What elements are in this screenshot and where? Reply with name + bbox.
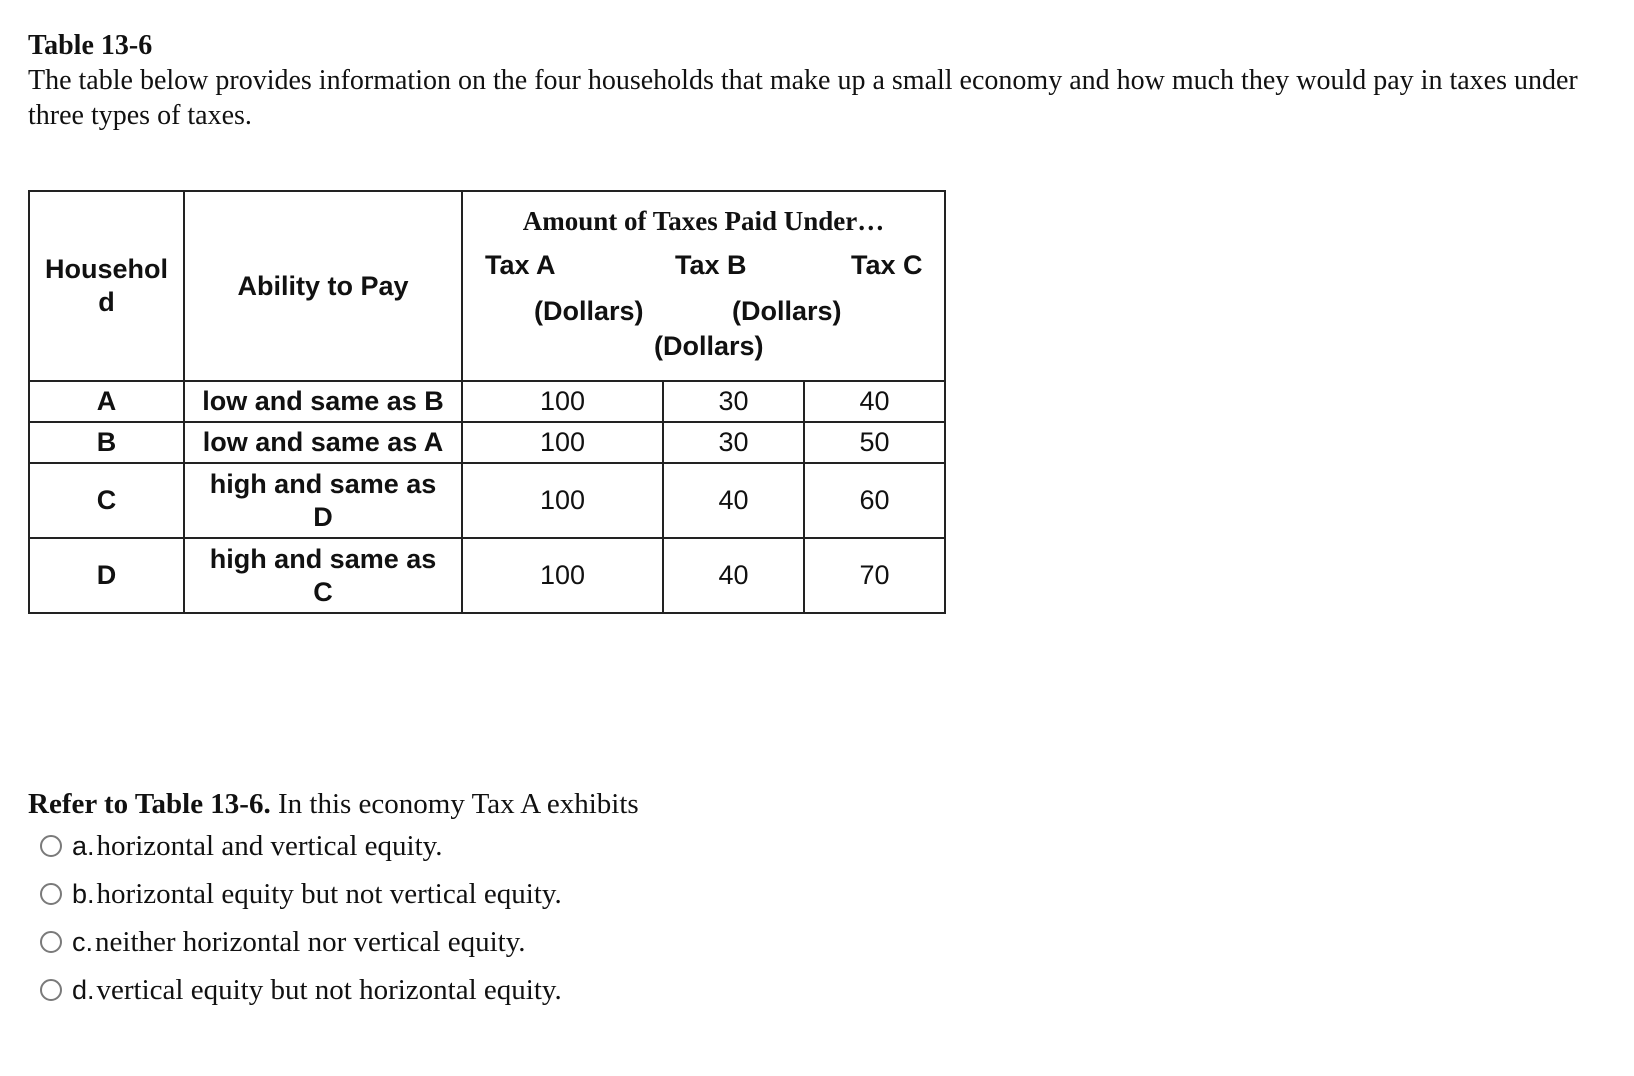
household-cell: C — [29, 463, 184, 538]
household-cell: A — [29, 381, 184, 422]
answer-option-c[interactable] — [40, 922, 562, 970]
option-text: neither horizontal nor vertical equity. — [95, 926, 526, 958]
tax-c-header: Tax C — [851, 250, 923, 280]
option-letter: a. — [72, 831, 95, 861]
option-letter: c. — [72, 927, 94, 957]
answer-options — [40, 826, 562, 1018]
household-header-line2: d — [98, 287, 115, 317]
taxes-group-title: Amount of Taxes Paid Under… — [522, 206, 885, 236]
tax-a-cell: 100 — [462, 463, 663, 538]
answer-option-d[interactable] — [40, 970, 562, 1018]
ability-text-line2: C — [313, 576, 333, 607]
table-description: The table below provides information on the four households that make up a small economy and how much they would pay in taxes under three types of taxes. — [28, 65, 1578, 131]
radio-button[interactable] — [40, 979, 62, 1001]
radio-button[interactable] — [40, 883, 62, 905]
tax-c-cell: 50 — [804, 422, 945, 463]
ability-header: Ability to Pay — [184, 191, 462, 381]
ability-cell — [184, 463, 462, 538]
household-header — [29, 191, 184, 381]
ability-text: low and same as A — [202, 427, 444, 457]
table-header-row — [29, 191, 945, 381]
option-letter: b. — [72, 879, 95, 909]
option-text: vertical equity but not horizontal equity. — [96, 974, 562, 1006]
table-row — [29, 463, 945, 538]
tax-b-cell: 30 — [663, 381, 804, 422]
tax-b-cell: 40 — [663, 463, 804, 538]
question-prompt — [28, 786, 639, 822]
household-cell: B — [29, 422, 184, 463]
table-row — [29, 538, 945, 613]
question-reference: Refer to Table 13-6. — [28, 788, 271, 820]
ability-text-line1: high and same as — [209, 543, 437, 574]
answer-option-a[interactable] — [40, 826, 562, 874]
tax-a-header: Tax A — [485, 250, 556, 280]
tax-a-cell: 100 — [462, 422, 663, 463]
ability-text-line1: high and same as — [209, 468, 437, 499]
taxes-group-header — [462, 191, 945, 381]
question-text: In this economy Tax A exhibits — [270, 788, 639, 820]
option-letter: d. — [72, 975, 95, 1005]
option-text: horizontal and vertical equity. — [96, 830, 443, 862]
tax-a-unit: (Dollars) — [534, 296, 644, 326]
radio-button[interactable] — [40, 931, 62, 953]
answer-option-b[interactable] — [40, 874, 562, 922]
option-text: horizontal equity but not vertical equity. — [96, 878, 562, 910]
tax-a-cell: 100 — [462, 538, 663, 613]
ability-cell — [184, 422, 462, 463]
ability-text: low and same as B — [202, 386, 444, 416]
ability-cell — [184, 538, 462, 613]
tax-c-cell: 40 — [804, 381, 945, 422]
household-header-line1: Househol — [44, 254, 168, 284]
ability-text-line2: D — [313, 501, 333, 532]
household-cell: D — [29, 538, 184, 613]
tax-b-unit: (Dollars) — [732, 296, 842, 326]
ability-cell — [184, 381, 462, 422]
tax-b-cell: 40 — [663, 538, 804, 613]
table-row — [29, 422, 945, 463]
tax-table — [28, 190, 946, 614]
tax-b-header: Tax B — [675, 250, 747, 280]
radio-button[interactable] — [40, 835, 62, 857]
question-intro — [28, 28, 1608, 133]
tax-a-cell: 100 — [462, 381, 663, 422]
tax-c-cell: 70 — [804, 538, 945, 613]
table-title: Table 13-6 — [28, 30, 153, 61]
tax-b-cell: 30 — [663, 422, 804, 463]
table-row — [29, 381, 945, 422]
tax-c-cell: 60 — [804, 463, 945, 538]
tax-c-unit: (Dollars) — [654, 331, 764, 361]
